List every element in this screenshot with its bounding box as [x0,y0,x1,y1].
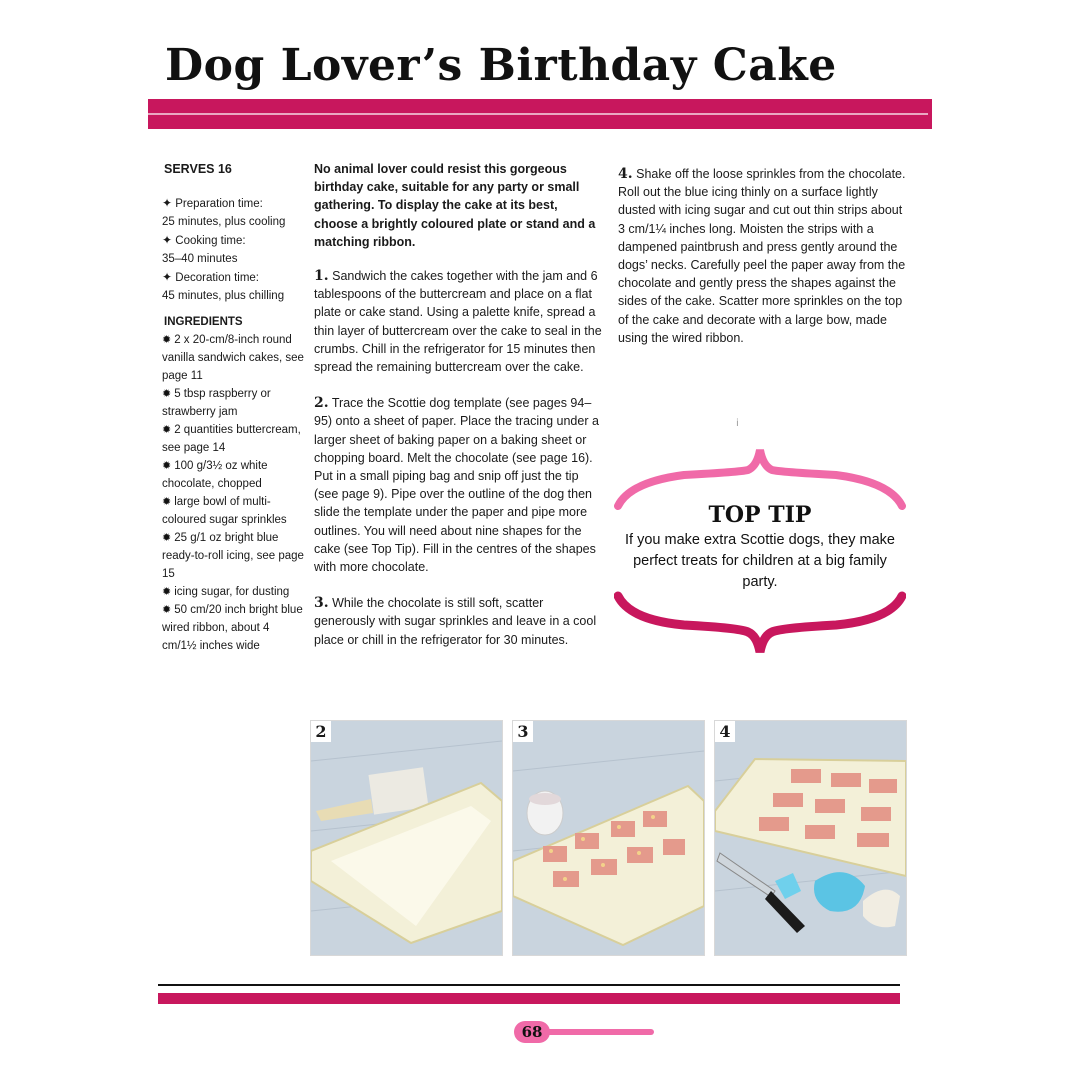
footer-rule-thick [158,993,900,1004]
step-text: Shake off the loose sprinkles from the chocolate. Roll out the blue icing thinly on a surface lightly dusted with icing sugar and cut out thin strips about 3 cm/1¼ inches long. Moisten the strips with a dampened paintbrush and press gently around the dogs’ necks. Carefully peel the paper away from the chocolate and gently press the shapes against the sides of the cake. Scatter more sprinkles on the top of the cake and decorate with a large bow, made using the wired ribbon. [618,167,906,345]
ingredient-item: ✹ 25 g/1 oz bright blue ready-to-roll icing, see page 15 [162,532,304,580]
star-icon: ✦ [162,233,173,247]
title-wave-band [148,99,932,129]
step-number: 1. [314,268,329,285]
step-text: Trace the Scottie dog template (see pages 94–95) onto a sheet of paper. Place the tracing under a larger sheet of baking paper on a baking sheet or chopping board. Melt the chocolate (see page 16). Put in a small piping bag and snip off just the tip (see page 9). Pipe over the outline of the dog then slide the template under the paper and pipe more outlines. You will need about nine shapes for the cake (see Top Tip). Fill in the centres of the shapes with more chocolate. [314,396,599,575]
step-text: Sandwich the cakes together with the jam and 6 tablespoons of the buttercream and place on a flat plate or cake stand. Using a palette knife, spread a thin layer of buttercream over the cake to seal in the crumbs. Chill in the refrigerator for 15 minutes then spread the remaining buttercream over the cake. [314,269,602,375]
deco-value: 45 minutes, plus chilling [162,290,285,302]
bullet-burst-icon: ✹ [162,460,172,472]
serves-label: SERVES 16 [164,162,232,176]
step-photo-3 [512,720,705,956]
ingredient-item: ✹ icing sugar, for dusting [162,586,290,598]
prep-label: Preparation time: [175,198,263,210]
recipe-meta-column [162,160,307,655]
top-tip-heading: TOP TIP [708,502,812,528]
bullet-burst-icon: ✹ [162,388,172,400]
bullet-burst-icon: ✹ [162,496,172,508]
cook-value: 35–40 minutes [162,253,238,265]
page-number: 68 [514,1021,550,1043]
step-3 [314,594,604,649]
bullet-burst-icon: ✹ [162,532,172,544]
star-icon: ✦ [162,196,173,210]
ingredient-item: ✹ 50 cm/20 inch bright blue wired ribbon, about 4 cm/1½ inches wide [162,604,303,652]
step-number: 3. [314,595,329,612]
intro-text: No animal lover could resist this gorgeous birthday cake, suitable for any party or small gathering. To display the cake at its best, choose a brightly coloured plate or stand and a matching ribbon. [314,162,596,249]
ingredients-heading: INGREDIENTS [164,316,243,328]
step-4 [618,165,910,347]
spoon-handle-decoration [546,1029,654,1035]
step-2 [314,394,604,576]
photo-step-number: 4 [715,721,735,742]
star-icon: ✦ [162,270,173,284]
method-column-right [618,165,910,365]
step-number: 4. [618,166,633,182]
timing-list [162,194,307,305]
bullet-burst-icon: ✹ [162,424,172,436]
bullet-burst-icon: ✹ [162,334,172,346]
bullet-burst-icon: ✹ [162,586,172,598]
step-1 [314,267,604,376]
ingredient-item: ✹ large bowl of multi-coloured sugar sprinkles [162,496,287,526]
top-tip-text: If you make extra Scottie dogs, they make perfect treats for children at a big family party. [625,532,895,590]
ingredient-item: ✹ 5 tbsp raspberry or strawberry jam [162,388,271,418]
photo-step-number: 3 [513,721,533,742]
step-number: 2. [314,395,329,412]
step-photo-2 [310,720,503,956]
cook-label: Cooking time: [175,235,246,247]
step-text: While the chocolate is still soft, scatter generously with sugar sprinkles and leave in a cool place or chill in the refrigerator for 30 minutes. [314,596,597,647]
method-column [314,160,604,667]
page-title: Dog Lover’s Birthday Cake [165,40,837,91]
ingredient-item: ✹ 100 g/3½ oz white chocolate, chopped [162,460,268,490]
ingredient-item: ✹ 2 x 20-cm/8-inch round vanilla sandwich cakes, see page 11 [162,334,304,382]
footer-rule-thin [158,984,900,986]
deco-label: Decoration time: [175,272,259,284]
top-tip-box [614,448,906,654]
bullet-burst-icon: ✹ [162,604,172,616]
ingredient-item: ✹ 2 quantities buttercream, see page 14 [162,424,301,454]
step-photo-4 [714,720,907,956]
photo-step-number: 2 [311,721,331,742]
sprinkle-mark-icon: ⅰ [736,418,739,429]
ingredients-list [162,331,307,655]
prep-value: 25 minutes, plus cooling [162,216,286,228]
